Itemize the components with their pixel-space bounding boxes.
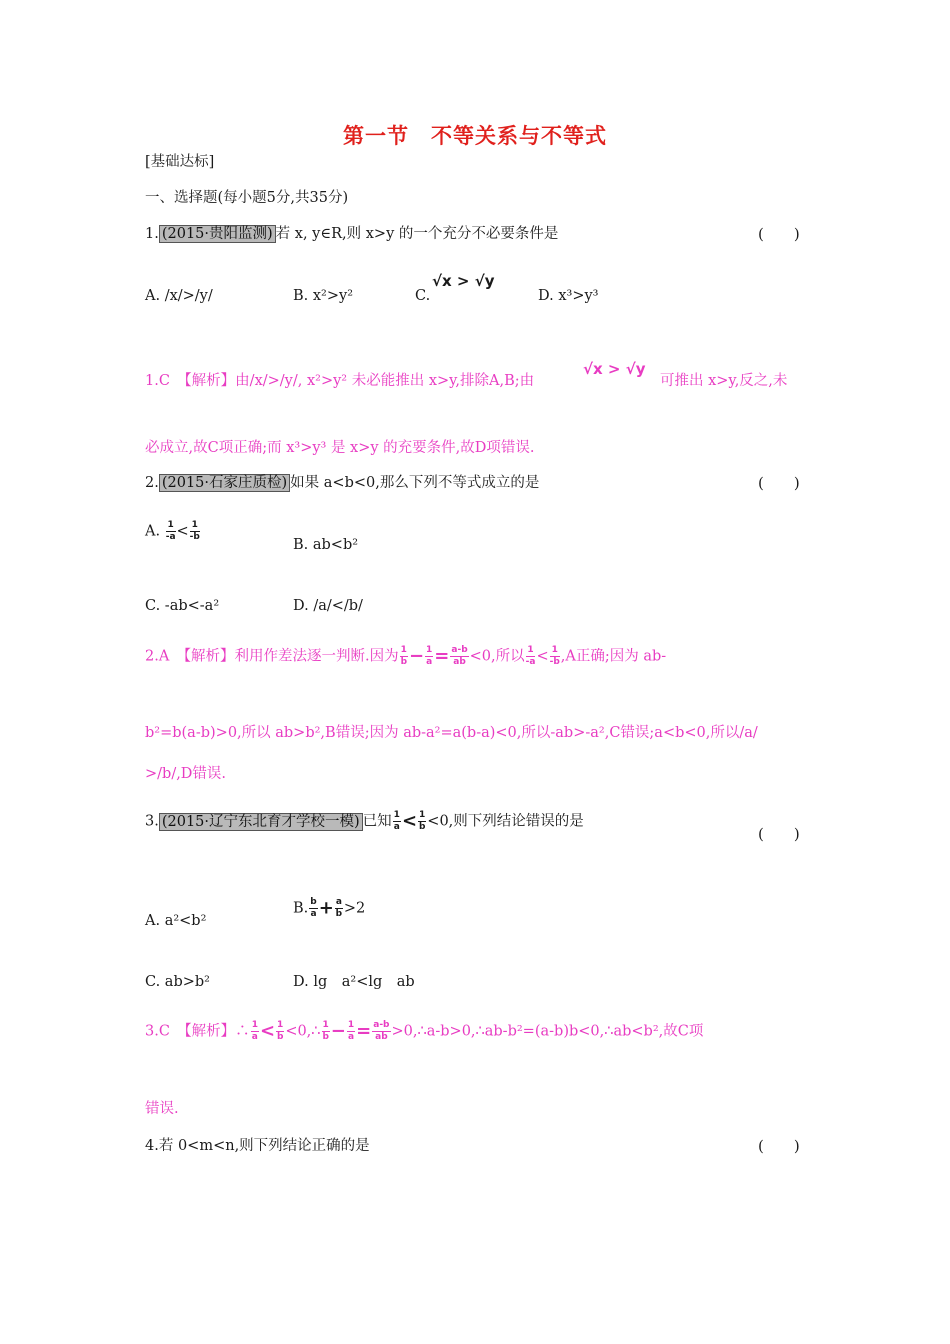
q1-stem-text: 若 x, y∈R,则 x>y 的一个充分不必要条件是 bbox=[275, 226, 559, 242]
q2-analysis-frac5: $\frac{1}{-b}$ bbox=[549, 645, 560, 667]
q3-option-b bbox=[293, 897, 365, 920]
q1-stem bbox=[145, 224, 558, 244]
q3-analysis-frac1: $\frac{1}{a}$ bbox=[251, 1020, 258, 1042]
q2-option-a-lt: < bbox=[176, 523, 189, 540]
q2-analysis-line1 bbox=[145, 645, 666, 668]
q4-number: 4. bbox=[145, 1138, 159, 1154]
q2-analysis-frac4: $\frac{1}{-a}$ bbox=[525, 645, 536, 667]
q3-analysis-minus: − bbox=[330, 1020, 346, 1042]
q1-answer-paren: ( ) bbox=[758, 225, 800, 243]
q3-option-b-frac2: $\frac{a}{b}$ bbox=[335, 897, 343, 919]
part-header: 一、选择题(每小题5分,共35分) bbox=[145, 190, 349, 206]
q3-analysis-frac2: $\frac{1}{b}$ bbox=[276, 1020, 284, 1042]
q2-option-a-frac1: $\frac{1}{-a}$ bbox=[165, 520, 176, 542]
q3-stem-lt: < bbox=[401, 810, 418, 832]
q1-option-b: B. x²>y² bbox=[293, 288, 354, 304]
q2-option-a bbox=[145, 520, 201, 543]
q3-stem-frac1: $\frac{1}{a}$ bbox=[393, 810, 400, 832]
q3-stem-text-b: <0,则下列结论错误的是 bbox=[427, 813, 584, 830]
q3-analysis-text-b: <0,∴ bbox=[285, 1023, 321, 1040]
q1-analysis-line1b: 可推出 x>y,反之,未 bbox=[660, 373, 788, 389]
q2-analysis-frac1: $\frac{1}{b}$ bbox=[400, 645, 408, 667]
q2-analysis-equals: = bbox=[434, 645, 450, 667]
q2-analysis-text-c: ,A正确;因为 ab- bbox=[560, 648, 667, 665]
q3-stem-frac2: $\frac{1}{b}$ bbox=[418, 810, 426, 832]
q2-analysis-line3: >/b/,D错误. bbox=[145, 766, 227, 782]
q3-stem-text-a: 已知 bbox=[362, 813, 392, 830]
q2-option-d: D. /a/</b/ bbox=[293, 598, 363, 614]
q2-option-c: C. -ab<-a² bbox=[145, 598, 220, 614]
section-label: [基础达标] bbox=[145, 154, 215, 170]
q1-analysis-line1a: 1.C 【解析】由/x/>/y/, x²>y² 未必能推出 x>y,排除A,B;由 bbox=[145, 373, 535, 389]
q3-option-b-plus: + bbox=[318, 897, 334, 919]
q3-option-b-prefix: B. bbox=[293, 900, 309, 917]
q1-option-a: A. /x/>/y/ bbox=[145, 288, 213, 304]
q1-option-c-expression: √x > √y bbox=[432, 272, 495, 290]
q1-analysis-expression: √x > √y bbox=[583, 360, 646, 378]
q3-analysis-frac3: $\frac{1}{b}$ bbox=[322, 1020, 329, 1042]
q3-source-tag: (2015·辽宁东北育才学校一模) bbox=[159, 813, 363, 831]
q3-option-d: D. lg a²<lg ab bbox=[293, 974, 415, 990]
q2-stem bbox=[145, 473, 539, 493]
q2-option-a-frac2: $\frac{1}{-b}$ bbox=[189, 520, 200, 542]
q1-analysis-line2: 必成立,故C项正确;而 x³>y³ 是 x>y 的充要条件,故D项错误. bbox=[145, 440, 535, 456]
q2-source-tag: (2015·石家庄质检) bbox=[159, 474, 290, 492]
q3-analysis-equals: = bbox=[356, 1020, 372, 1042]
q4-stem bbox=[145, 1136, 370, 1156]
q2-answer-paren: ( ) bbox=[758, 474, 800, 492]
q3-analysis-lt: < bbox=[259, 1020, 276, 1042]
q3-option-a: A. a²<b² bbox=[145, 913, 207, 929]
q3-number: 3. bbox=[145, 813, 159, 830]
q2-analysis-frac2: $\frac{1}{a}$ bbox=[426, 645, 433, 667]
q1-source-tag: (2015·贵阳监测) bbox=[159, 225, 276, 243]
q3-analysis-line1 bbox=[145, 1020, 703, 1043]
q2-analysis-text-a: 2.A 【解析】利用作差法逐一判断.因为 bbox=[145, 648, 399, 665]
q3-analysis-frac5: $\frac{a-b}{ab}$ bbox=[373, 1020, 390, 1042]
q2-stem-text: 如果 a<b<0,那么下列不等式成立的是 bbox=[290, 475, 540, 491]
q2-option-a-prefix: A. bbox=[145, 523, 161, 540]
page-title: 第一节 不等关系与不等式 bbox=[343, 123, 607, 148]
q3-analysis-frac4: $\frac{1}{a}$ bbox=[347, 1020, 355, 1042]
q1-option-d: D. x³>y³ bbox=[538, 288, 599, 304]
q1-number: 1. bbox=[145, 226, 159, 242]
q3-stem bbox=[145, 810, 584, 833]
q2-analysis-line2: b²=b(a-b)>0,所以 ab>b²,B错误;因为 ab-a²=a(b-a)<0,所以-ab>-a²,C错误;a<b<0,所以/a/ bbox=[145, 725, 758, 741]
q3-analysis-text-c: >0,∴a-b>0,∴ab-b²=(a-b)b<0,∴ab<b²,故C项 bbox=[391, 1023, 704, 1040]
q3-option-c: C. ab>b² bbox=[145, 974, 210, 990]
q3-option-b-frac1: $\frac{b}{a}$ bbox=[310, 897, 317, 919]
q3-option-b-suffix: >2 bbox=[343, 900, 366, 917]
q2-analysis-frac3: $\frac{a-b}{ab}$ bbox=[451, 645, 468, 667]
q2-number: 2. bbox=[145, 475, 159, 491]
q2-analysis-text-b: <0,所以 bbox=[469, 648, 525, 665]
q2-option-b: B. ab<b² bbox=[293, 537, 359, 553]
q3-answer-paren: ( ) bbox=[758, 825, 800, 843]
q3-analysis-text-a: 3.C 【解析】∴ bbox=[145, 1023, 250, 1040]
q3-analysis-line2: 错误. bbox=[145, 1101, 179, 1117]
q2-analysis-lt: < bbox=[536, 648, 549, 665]
q4-stem-text: 若 0<m<n,则下列结论正确的是 bbox=[158, 1138, 370, 1154]
q2-analysis-minus: − bbox=[408, 645, 425, 667]
q1-option-c: C. bbox=[415, 288, 431, 304]
q4-answer-paren: ( ) bbox=[758, 1137, 800, 1155]
